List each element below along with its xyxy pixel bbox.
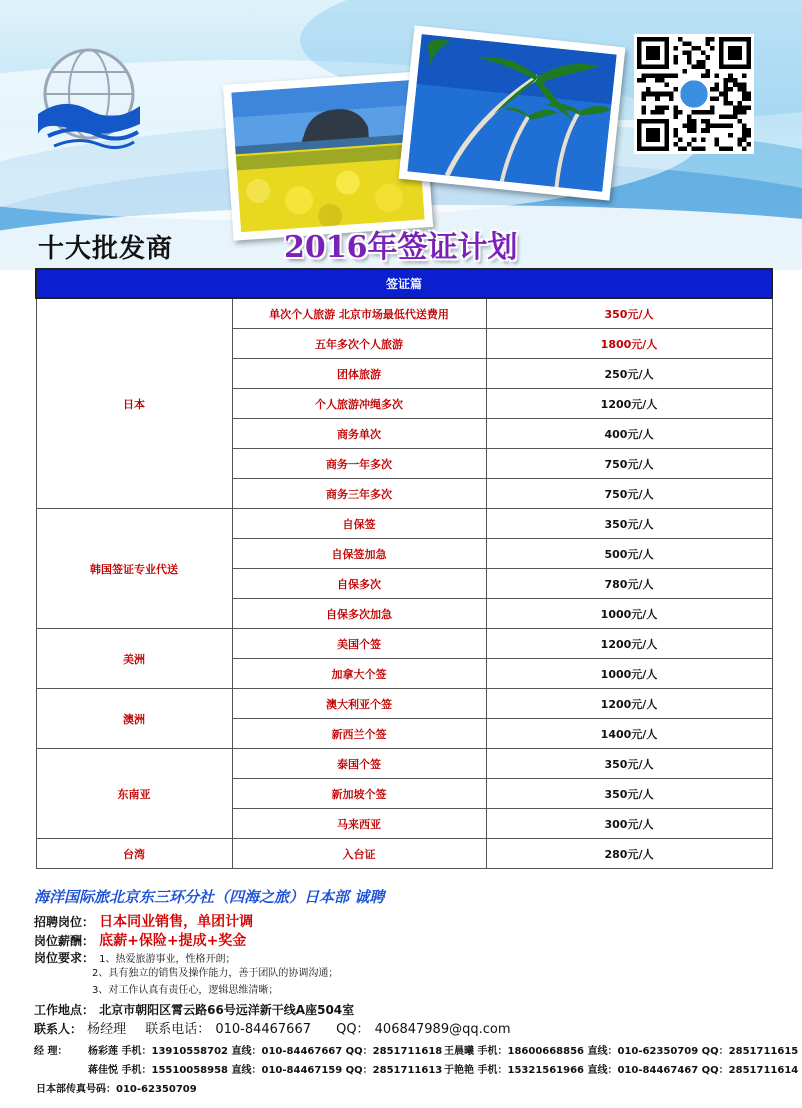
price-cell: 1800元/人 [486, 329, 772, 359]
price-cell: 750元/人 [486, 449, 772, 479]
requirements-label: 岗位要求： [34, 951, 95, 965]
price-cell: 350元/人 [486, 509, 772, 539]
requirements-row [34, 949, 774, 965]
service-cell: 自保签 [232, 509, 486, 539]
service-cell: 马来西亚 [232, 809, 486, 839]
section-header: 签证篇 [36, 269, 772, 298]
visa-plan-title: 2016年签证计划 [284, 230, 518, 265]
price-cell: 400元/人 [486, 419, 772, 449]
location-label: 工作地点： [34, 1003, 95, 1017]
price-cell: 350元/人 [486, 749, 772, 779]
region-cell: 台湾 [36, 839, 232, 869]
manager-4: 于艳艳 手机：15321561966 直线：010-84467467 QQ：2851711614 [444, 1065, 799, 1076]
service-cell: 个人旅游冲绳多次 [232, 389, 486, 419]
managers-row-1 [34, 1040, 799, 1059]
price-cell: 1200元/人 [486, 629, 772, 659]
managers-row-2 [34, 1059, 799, 1078]
region-cell: 韩国签证专业代送 [36, 509, 232, 629]
price-cell: 250元/人 [486, 359, 772, 389]
phone-value: 010-84467667 [215, 1022, 311, 1037]
qq-label: QQ： [336, 1022, 370, 1037]
recruitment-section [34, 886, 774, 1037]
location-row [34, 999, 774, 1018]
region-cell: 日本 [36, 298, 232, 509]
table-header-row [36, 269, 772, 298]
salary-row [34, 930, 774, 949]
manager-2: 王晨曦 手机：18600668856 直线：010-62350709 QQ：2851711615 [444, 1046, 799, 1057]
region-cell: 东南亚 [36, 749, 232, 839]
service-cell: 商务三年多次 [232, 479, 486, 509]
table-row [36, 298, 772, 329]
banner [0, 0, 802, 270]
price-cell: 1200元/人 [486, 689, 772, 719]
position-value: 日本同业销售，单团计调 [99, 914, 254, 930]
salary-label: 岗位薪酬： [34, 934, 95, 948]
table-row [36, 629, 772, 659]
price-cell: 750元/人 [486, 479, 772, 509]
qr-code-icon [634, 34, 754, 154]
salary-value: 底薪+保险+提成+奖金 [99, 933, 247, 949]
table-row [36, 839, 772, 869]
price-cell: 780元/人 [486, 569, 772, 599]
service-cell: 团体旅游 [232, 359, 486, 389]
service-cell: 五年多次个人旅游 [232, 329, 486, 359]
price-cell: 500元/人 [486, 539, 772, 569]
service-cell: 澳大利亚个签 [232, 689, 486, 719]
manager-1: 杨彩莲 手机：13910558702 直线：010-84467667 QQ：2851711618 [88, 1046, 443, 1057]
recruit-title: 海洋国际旅北京东三环分社（四海之旅）日本部 诚聘 [34, 888, 385, 906]
position-label: 招聘岗位： [34, 915, 95, 929]
table-row [36, 509, 772, 539]
service-cell: 自保多次加急 [232, 599, 486, 629]
table-row [36, 749, 772, 779]
region-cell: 澳洲 [36, 689, 232, 749]
contact-row [34, 1018, 774, 1037]
phone-label: 联系电话： [145, 1022, 211, 1037]
visa-price-table [35, 268, 773, 869]
price-cell: 350元/人 [486, 298, 772, 329]
service-cell: 单次个人旅游 北京市场最低代送费用 [232, 298, 486, 329]
service-cell: 商务单次 [232, 419, 486, 449]
price-cell: 1000元/人 [486, 659, 772, 689]
globe-logo-icon [34, 44, 144, 154]
managers-section [34, 1040, 799, 1078]
service-cell: 自保签加急 [232, 539, 486, 569]
service-cell: 商务一年多次 [232, 449, 486, 479]
wholesaler-title: 十大批发商 [38, 234, 174, 264]
location-value: 北京市朝阳区霄云路66号远洋新干线A座504室 [99, 1003, 355, 1017]
price-cell: 1000元/人 [486, 599, 772, 629]
photo-palm-trees [399, 25, 626, 200]
requirement-2: 2、具有独立的销售及操作能力，善于团队的协调沟通； [92, 968, 339, 979]
service-cell: 泰国个签 [232, 749, 486, 779]
service-cell: 入台证 [232, 839, 486, 869]
contact-label: 联系人： [34, 1022, 83, 1036]
region-cell: 美洲 [36, 629, 232, 689]
price-cell: 280元/人 [486, 839, 772, 869]
requirement-3: 3、对工作认真有责任心，逻辑思维清晰； [92, 985, 279, 996]
service-cell: 新加坡个签 [232, 779, 486, 809]
qq-value: 406847989@qq.com [374, 1022, 511, 1037]
table-row [36, 689, 772, 719]
position-row [34, 911, 774, 930]
service-cell: 新西兰个签 [232, 719, 486, 749]
requirement-1: 1、热爱旅游事业，性格开朗； [99, 954, 236, 965]
service-cell: 加拿大个签 [232, 659, 486, 689]
price-cell: 300元/人 [486, 809, 772, 839]
contact-name: 杨经理 [87, 1022, 127, 1037]
price-cell: 1400元/人 [486, 719, 772, 749]
service-cell: 美国个签 [232, 629, 486, 659]
managers-label: 经 理： [34, 1046, 68, 1057]
service-cell: 自保多次 [232, 569, 486, 599]
price-cell: 350元/人 [486, 779, 772, 809]
fax-number: 日本部传真号码：010-62350709 [36, 1084, 197, 1095]
price-cell: 1200元/人 [486, 389, 772, 419]
manager-3: 蒋佳悦 手机：15510058958 直线：010-84467159 QQ：2851711613 [88, 1065, 443, 1076]
